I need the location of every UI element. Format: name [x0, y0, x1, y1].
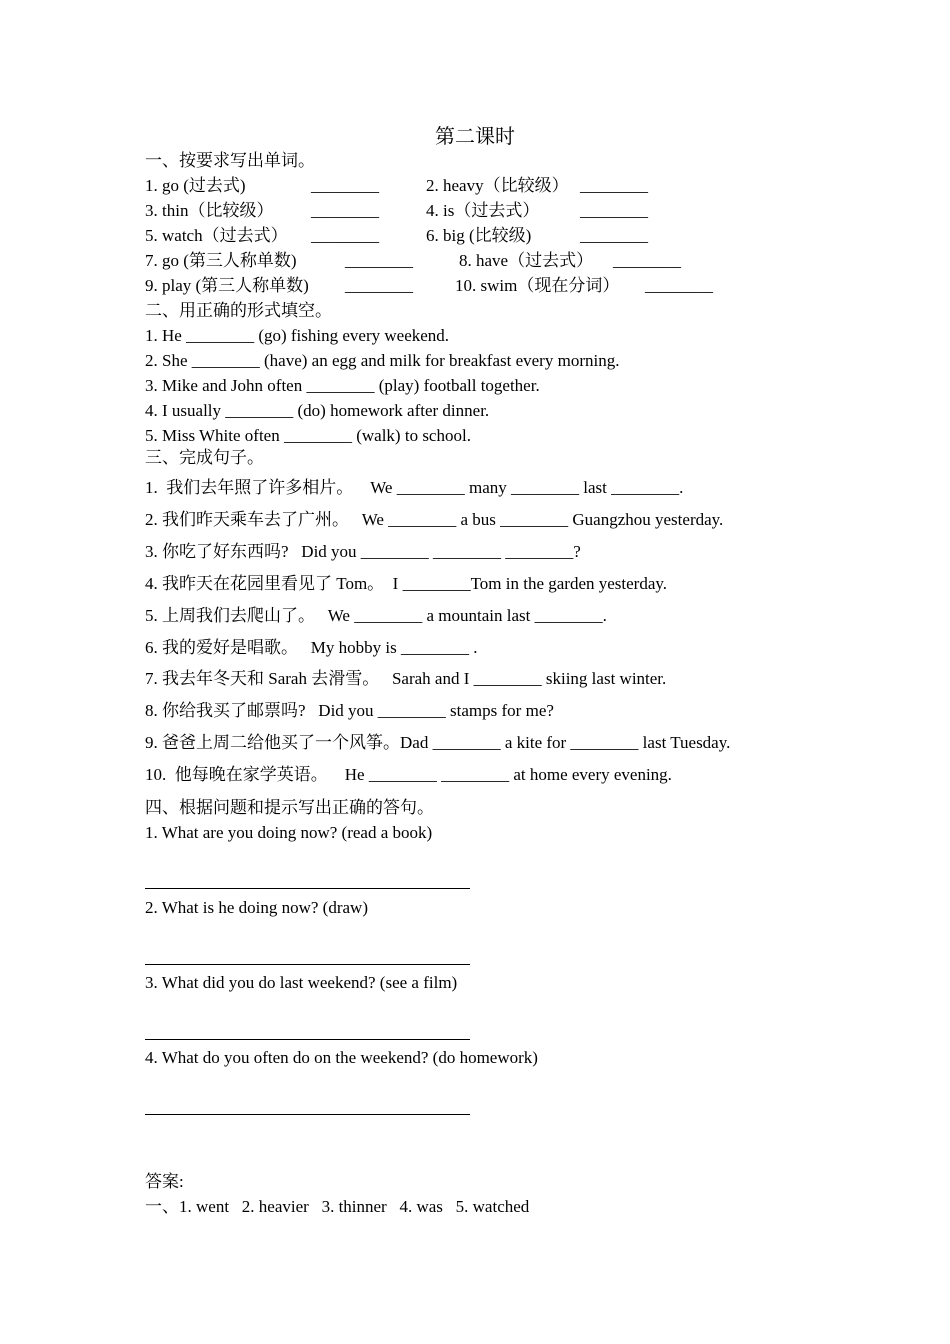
- answer-line: [145, 1039, 470, 1040]
- s1-item-right: 10. swim（现在分词）: [455, 276, 620, 295]
- s3-item: 6. 我的爱好是唱歌。 My hobby is ________ .: [145, 638, 478, 657]
- s2-item: 4. I usually ________ (do) homework after dinner.: [145, 401, 490, 420]
- page-title: 第二课时: [435, 126, 515, 148]
- s2-item: 5. Miss White often ________ (walk) to school.: [145, 426, 471, 445]
- s1-item-left: 5. watch（过去式）: [145, 226, 288, 245]
- section-3-heading: 三、完成句子。: [145, 448, 264, 467]
- s3-item: 3. 你吃了好东西吗? Did you ________ ________ ________?: [145, 542, 581, 561]
- answers-label: 答案:: [145, 1172, 184, 1191]
- s4-question: 3. What did you do last weekend? (see a film): [145, 973, 458, 992]
- s1-blank-right: ________: [645, 276, 713, 295]
- s4-question: 2. What is he doing now? (draw): [145, 898, 368, 917]
- s1-item-right: 2. heavy（比较级）: [426, 176, 569, 195]
- s1-item-left: 1. go (过去式): [145, 176, 246, 195]
- section-1-heading: 一、按要求写出单词。: [145, 151, 315, 170]
- s1-blank-left: ________: [311, 201, 379, 220]
- s3-item: 7. 我去年冬天和 Sarah 去滑雪。 Sarah and I ________ skiing last winter.: [145, 669, 667, 688]
- s1-item-left: 3. thin（比较级）: [145, 201, 274, 220]
- s1-blank-right: ________: [580, 176, 648, 195]
- s4-question: 1. What are you doing now? (read a book): [145, 823, 433, 842]
- s1-blank-left: ________: [345, 276, 413, 295]
- s3-item: 10. 他每晚在家学英语。 He ________ ________ at home every evening.: [145, 765, 672, 784]
- s1-item-right: 6. big (比较级): [426, 226, 532, 245]
- s3-item: 5. 上周我们去爬山了。 We ________ a mountain last ________.: [145, 606, 607, 625]
- s3-item: 4. 我昨天在花园里看见了 Tom。 I ________Tom in the garden yesterday.: [145, 574, 668, 593]
- answer-line: [145, 964, 470, 965]
- s1-item-right: 8. have（过去式）: [459, 251, 594, 270]
- answer-line: [145, 1114, 470, 1115]
- s3-item: 2. 我们昨天乘车去了广州。 We ________ a bus ________ Guangzhou yesterday.: [145, 510, 724, 529]
- section-4-heading: 四、根据问题和提示写出正确的答句。: [145, 798, 434, 817]
- s3-item: 1. 我们去年照了许多相片。 We ________ many ________ last ________.: [145, 478, 684, 497]
- section-2-heading: 二、用正确的形式填空。: [145, 301, 332, 320]
- s3-item: 8. 你给我买了邮票吗? Did you ________ stamps for me?: [145, 701, 554, 720]
- s1-blank-left: ________: [311, 176, 379, 195]
- s1-blank-right: ________: [613, 251, 681, 270]
- s1-item-left: 7. go (第三人称单数): [145, 251, 297, 270]
- s4-question: 4. What do you often do on the weekend? (do homework): [145, 1048, 538, 1067]
- s2-item: 1. He ________ (go) fishing every weekend.: [145, 326, 450, 345]
- answers-line: 一、1. went 2. heavier 3. thinner 4. was 5. watched: [145, 1197, 530, 1216]
- s1-item-right: 4. is（过去式）: [426, 201, 540, 220]
- s3-item: 9. 爸爸上周二给他买了一个风筝。Dad ________ a kite for ________ last Tuesday.: [145, 733, 731, 752]
- s1-blank-right: ________: [580, 226, 648, 245]
- s2-item: 3. Mike and John often ________ (play) football together.: [145, 376, 540, 395]
- s1-blank-right: ________: [580, 201, 648, 220]
- s1-blank-left: ________: [311, 226, 379, 245]
- answer-line: [145, 888, 470, 889]
- s1-item-left: 9. play (第三人称单数): [145, 276, 309, 295]
- s1-blank-left: ________: [345, 251, 413, 270]
- s2-item: 2. She ________ (have) an egg and milk for breakfast every morning.: [145, 351, 620, 370]
